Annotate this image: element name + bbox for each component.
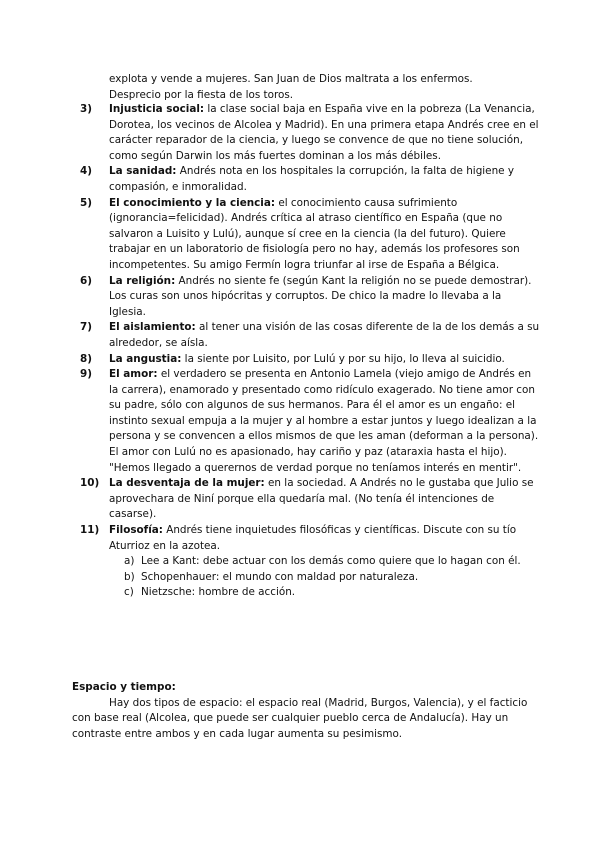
sub-item-label: b)	[124, 570, 135, 583]
intro-continuation	[109, 72, 549, 103]
item-number: 5)	[80, 196, 92, 209]
item-text: la clase social baja en España vive en la pobreza (La Venancia, Dorotea, los vecinos de Alcolea y Madrid). En una primera etapa Andrés cree en el carácter reparador de la ciencia, y luego se convence de que no tiene solución, como según Darwin los más fuertes dominan a los más débiles.	[109, 103, 539, 162]
item-title: El conocimiento y la ciencia:	[109, 196, 276, 209]
item-title: La angustia:	[109, 352, 182, 365]
section-paragraph: Hay dos tipos de espacio: el espacio real (Madrid, Burgos, Valencia), y el facticio con base real (Alcolea, que puede ser cualquier pueblo cerca de Andalucía). Hay un contraste entre ambos y en cada lugar aumenta su pesimismo.	[72, 696, 528, 740]
item-title: El aislamiento:	[109, 321, 196, 334]
list-item	[80, 196, 540, 274]
item-title: Injusticia social:	[109, 103, 205, 115]
list-item	[80, 274, 540, 321]
item-text: Andrés no siente fe (según Kant la religión no se puede demostrar). Los curas son unos hipócritas y corruptos. De chico la madre lo llevaba a la Iglesia.	[109, 274, 532, 318]
sub-item-label: c)	[124, 586, 134, 599]
item-number: 11)	[80, 524, 100, 537]
intro-line: Desprecio por la fiesta de los toros.	[109, 88, 294, 101]
item-number: 10)	[80, 477, 100, 490]
item-text: Andrés tiene inquietudes filosóficas y científicas. Discute con su tío Aturrioz en la azotea.	[109, 524, 517, 552]
sub-list-item	[80, 585, 540, 601]
sub-list-item	[80, 570, 540, 586]
space-time-section	[72, 680, 532, 742]
item-number: 6)	[80, 274, 92, 287]
item-text: la siente por Luisito, por Lulú y por su hijo, lo lleva al suicidio.	[181, 352, 505, 365]
item-title: Filosofía:	[109, 524, 163, 537]
sub-item-text: Lee a Kant: debe actuar con los demás como quiere que lo hagan con él.	[141, 555, 521, 568]
list-item	[80, 164, 540, 195]
sub-item-label: a)	[124, 555, 135, 568]
item-title: El amor:	[109, 368, 158, 381]
item-number: 4)	[80, 165, 92, 178]
item-title: La religión:	[109, 274, 176, 287]
item-number: 9)	[80, 368, 92, 381]
intro-line: explota y vende a mujeres. San Juan de Dios maltrata a los enfermos.	[109, 73, 473, 85]
item-text: el conocimiento causa sufrimiento (ignorancia=felicidad). Andrés crítica al atraso científico en España (que no salvaron a Luisito y Lulú), aunque sí cree en la ciencia (la del futuro). Quiere trabajar en un laboratorio de fisiología pero no hay, además los profesores son incompetentes. Su amigo Fermín logra triunfar al irse de España a Bélgica.	[109, 196, 520, 271]
list-item	[80, 476, 540, 523]
item-text: el verdadero se presenta en Antonio Lamela (viejo amigo de Andrés en la carrera), enamorado y presentado como ridículo exagerado. No tiene amor con su padre, sólo con algunos de sus hermanos. Para él el amor es un engaño: el instinto sexual empuja a la mujer y al hombre a estar juntos y luego idealizan a la persona y se convencen a ellos mismos de que les aman (deforman a la persona). El amor con Lulú no es apasionado, hay cariño y paz (ataraxia hasta el hijo). "Hemos llegado a querernos de verdad porque no teníamos interés en mentir".	[109, 368, 539, 474]
item-number: 8)	[80, 352, 92, 365]
item-number: 3)	[80, 103, 92, 115]
list-item	[80, 102, 540, 164]
list-item	[80, 320, 540, 351]
item-title: La desventaja de la mujer:	[109, 477, 265, 490]
list-item	[80, 352, 540, 368]
section-heading: Espacio y tiempo:	[72, 681, 176, 693]
item-text: en la sociedad. A Andrés no le gustaba que Julio se aprovechara de Niní porque ella quedaría mal. (No tenía él intenciones de casarse).	[109, 477, 534, 521]
themes-list	[80, 102, 540, 601]
item-text: al tener una visión de las cosas diferente de la de los demás a su alrededor, se aísla.	[109, 321, 540, 349]
sub-item-text: Nietzsche: hombre de acción.	[141, 586, 296, 599]
list-item	[80, 523, 540, 554]
item-number: 7)	[80, 321, 92, 334]
sub-list-item	[80, 554, 540, 570]
sub-item-text: Schopenhauer: el mundo con maldad por naturaleza.	[141, 570, 419, 583]
item-text: Andrés nota en los hospitales la corrupción, la falta de higiene y compasión, e inmoralidad.	[109, 165, 515, 193]
item-title: La sanidad:	[109, 165, 177, 178]
list-item	[80, 367, 540, 476]
